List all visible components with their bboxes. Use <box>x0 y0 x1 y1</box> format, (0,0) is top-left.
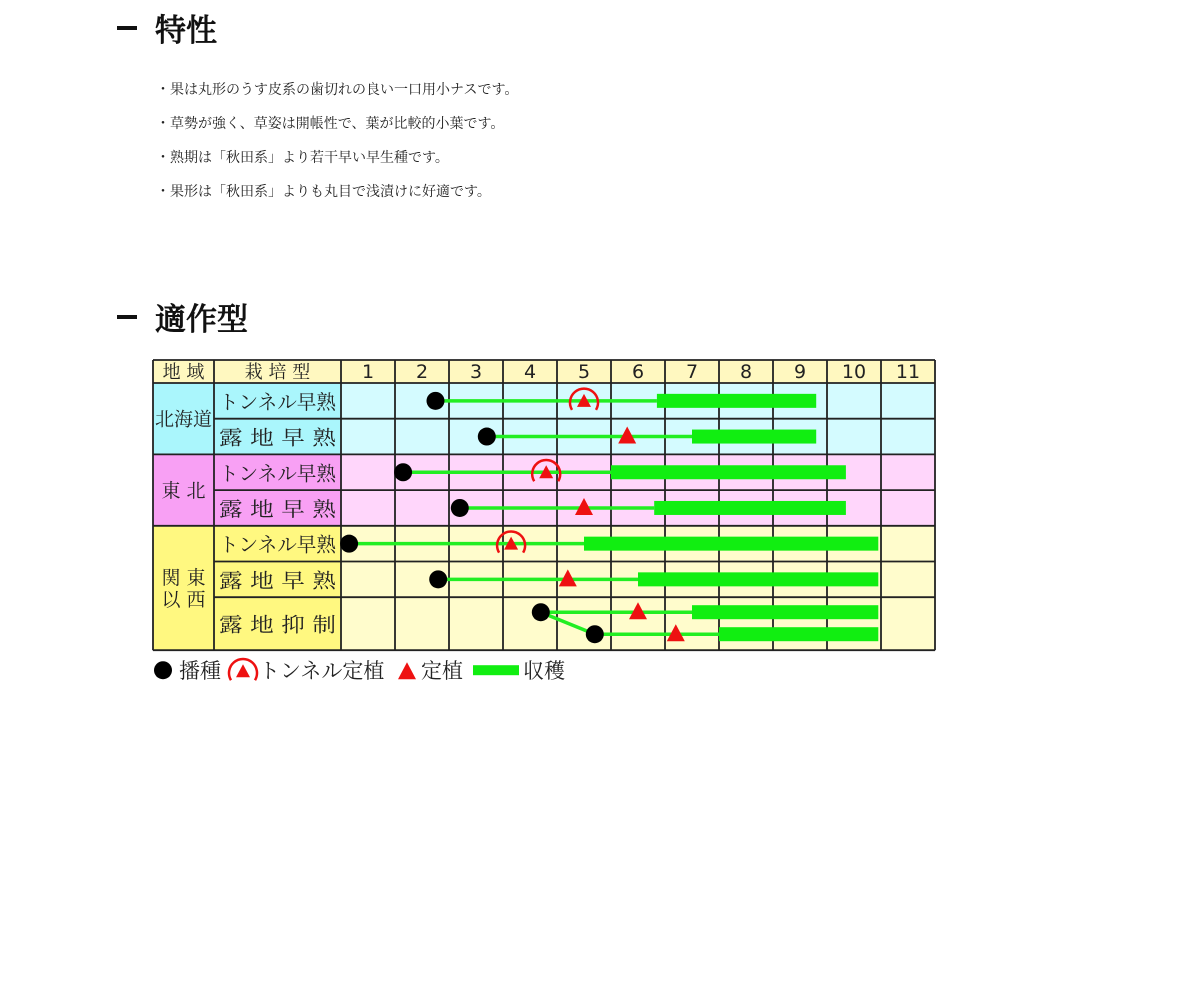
header-region: 地 域 <box>162 362 205 383</box>
cropping-heading: 適作型 <box>155 302 248 338</box>
sowing-dot-icon <box>451 499 469 517</box>
region-label: 以 西 <box>161 589 206 611</box>
harvest-bar <box>654 501 846 515</box>
header-month-1: 1 <box>361 361 375 383</box>
legend-label: 播種 <box>179 659 221 684</box>
harvest-bar <box>657 394 816 408</box>
feature-item: ・果は丸形のうす皮系の歯切れの良い一口用小ナスです。 <box>156 82 519 98</box>
header-month-9: 9 <box>793 361 807 383</box>
features-heading: 特性 <box>155 13 217 49</box>
legend-label: トンネル定植 <box>259 659 385 684</box>
feature-item: ・草勢が強く、草姿は開帳性で、葉が比較的小葉です。 <box>156 116 505 132</box>
cropping-type-label: 露 地 抑 制 <box>219 612 336 637</box>
harvest-bar <box>584 537 878 551</box>
harvest-bar <box>719 627 878 641</box>
cropping-type-label: トンネル早熟 <box>219 461 337 486</box>
header-month-8: 8 <box>739 361 753 383</box>
feature-item: ・果形は「秋田系」よりも丸目で浅漬けに好適です。 <box>156 184 491 200</box>
legend-sowing-icon <box>154 661 172 679</box>
cropping-type-label: トンネル早熟 <box>219 532 337 557</box>
header-month-4: 4 <box>523 361 537 383</box>
header-month-6: 6 <box>631 361 645 383</box>
sowing-dot-icon <box>478 428 496 446</box>
legend-label: 定植 <box>421 659 463 684</box>
cropping-type-label: 露 地 早 熟 <box>219 425 338 450</box>
harvest-bar <box>638 572 878 586</box>
region-label: 関 東 <box>161 567 206 589</box>
sowing-dot-icon <box>340 535 358 553</box>
region-label: 東 北 <box>161 480 206 503</box>
header-month-2: 2 <box>415 361 429 383</box>
cropping-type-label: 露 地 早 熟 <box>219 496 338 521</box>
cropping-type-label: トンネル早熟 <box>219 389 337 414</box>
header-month-3: 3 <box>469 361 483 383</box>
harvest-bar <box>611 465 846 479</box>
sowing-dot-icon <box>427 392 445 410</box>
legend-harvest-icon <box>473 665 519 675</box>
sowing-dot-icon <box>586 625 604 643</box>
legend-label: 収穫 <box>523 659 565 684</box>
harvest-bar <box>692 430 816 444</box>
cropping-type-label: 露 地 早 熟 <box>219 568 338 593</box>
sowing-dot-icon <box>532 603 550 621</box>
sowing-dot-icon <box>394 463 412 481</box>
header-month-5: 5 <box>577 361 591 383</box>
header-month-10: 10 <box>841 361 867 383</box>
harvest-bar <box>692 605 878 619</box>
sowing-dot-icon <box>429 570 447 588</box>
header-type: 栽 培 型 <box>244 362 311 383</box>
header-month-11: 11 <box>895 361 921 383</box>
header-month-7: 7 <box>685 361 699 383</box>
legend-planting-icon <box>398 662 416 679</box>
region-label: 北海道 <box>154 408 213 431</box>
feature-item: ・熟期は「秋田系」より若干早い早生種です。 <box>156 150 449 166</box>
tunnel-planting-icon <box>236 664 250 677</box>
